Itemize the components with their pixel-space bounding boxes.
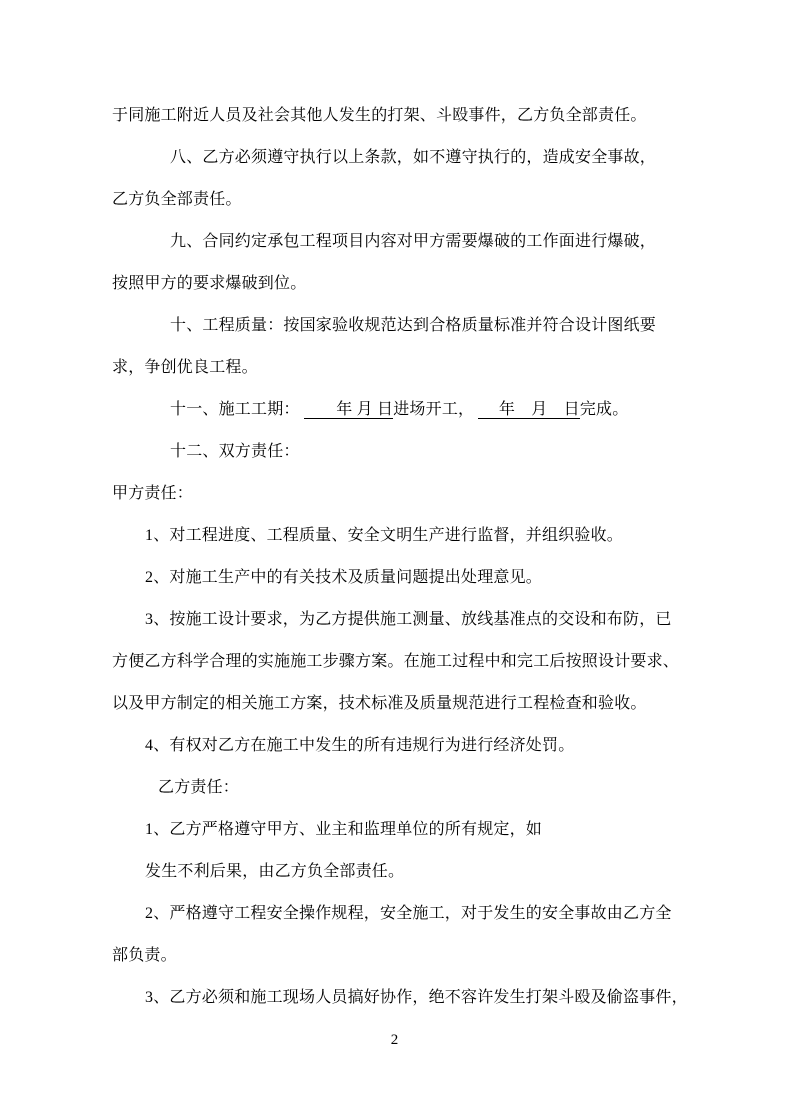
text-line: 十二、双方责任： xyxy=(170,443,300,460)
text-line: 方便乙方科学合理的实施施工步骤方案。在施工过程中和完工后按照设计要求、 xyxy=(112,653,680,670)
text-line: 3、乙方必须和施工现场人员搞好协作，绝不容许发生打架斗殴及偷盗事件， xyxy=(145,989,688,1006)
text-line: 十、工程质量：按国家验收规范达到合格质量标准并符合设计图纸要 xyxy=(170,317,657,334)
text-line: 部负责。 xyxy=(112,947,177,964)
text-line: 按照甲方的要求爆破到位。 xyxy=(112,275,307,292)
text-line: 2、严格遵守工程安全操作规程，安全施工，对于发生的安全事故由乙方全 xyxy=(145,905,672,922)
text-line: 甲方责任： xyxy=(112,485,194,502)
text-line: 1、对工程进度、工程质量、安全文明生产进行监督，并组织验收。 xyxy=(145,527,624,544)
document-lines xyxy=(112,95,688,1019)
text-segment: 十一、施工工期： xyxy=(170,401,304,418)
text-line: 乙方负全部责任。 xyxy=(112,191,242,208)
text-segment: 进场开工， xyxy=(393,401,479,418)
text-line: 2、对施工生产中的有关技术及质量问题提出处理意见。 xyxy=(145,569,543,586)
fill-in-blank: 年 月 日 xyxy=(478,401,580,418)
text-line: 3、按施工设计要求，为乙方提供施工测量、放线基准点的交设和布防，已 xyxy=(145,611,672,628)
text-line: 1、乙方严格遵守甲方、业主和监理单位的所有规定，如 xyxy=(145,821,543,838)
text-line: 八、乙方必须遵守执行以上条款，如不遵守执行的，造成安全事故， xyxy=(170,149,657,166)
text-line: 4、有权对乙方在施工中发生的所有违规行为进行经济处罚。 xyxy=(145,737,575,754)
text-line: 九、合同约定承包工程项目内容对甲方需要爆破的工作面进行爆破， xyxy=(170,233,657,250)
text-line xyxy=(112,389,684,431)
text-line: 求，争创优良工程。 xyxy=(112,359,258,376)
text-segment: 完成。 xyxy=(579,401,629,418)
text-line: 乙方责任： xyxy=(158,779,240,796)
text-line: 以及甲方制定的相关施工方案，技术标准及质量规范进行工程检查和验收。 xyxy=(112,695,647,712)
text-line: 于同施工附近人员及社会其他人发生的打架、斗殴事件，乙方负全部责任。 xyxy=(112,107,647,124)
text-line: 发生不利后果，由乙方负全部责任。 xyxy=(145,863,405,880)
fill-in-blank: 年 月 日 xyxy=(303,401,394,418)
page-number xyxy=(0,1030,789,1050)
page-number-value: 2 xyxy=(390,1032,399,1048)
